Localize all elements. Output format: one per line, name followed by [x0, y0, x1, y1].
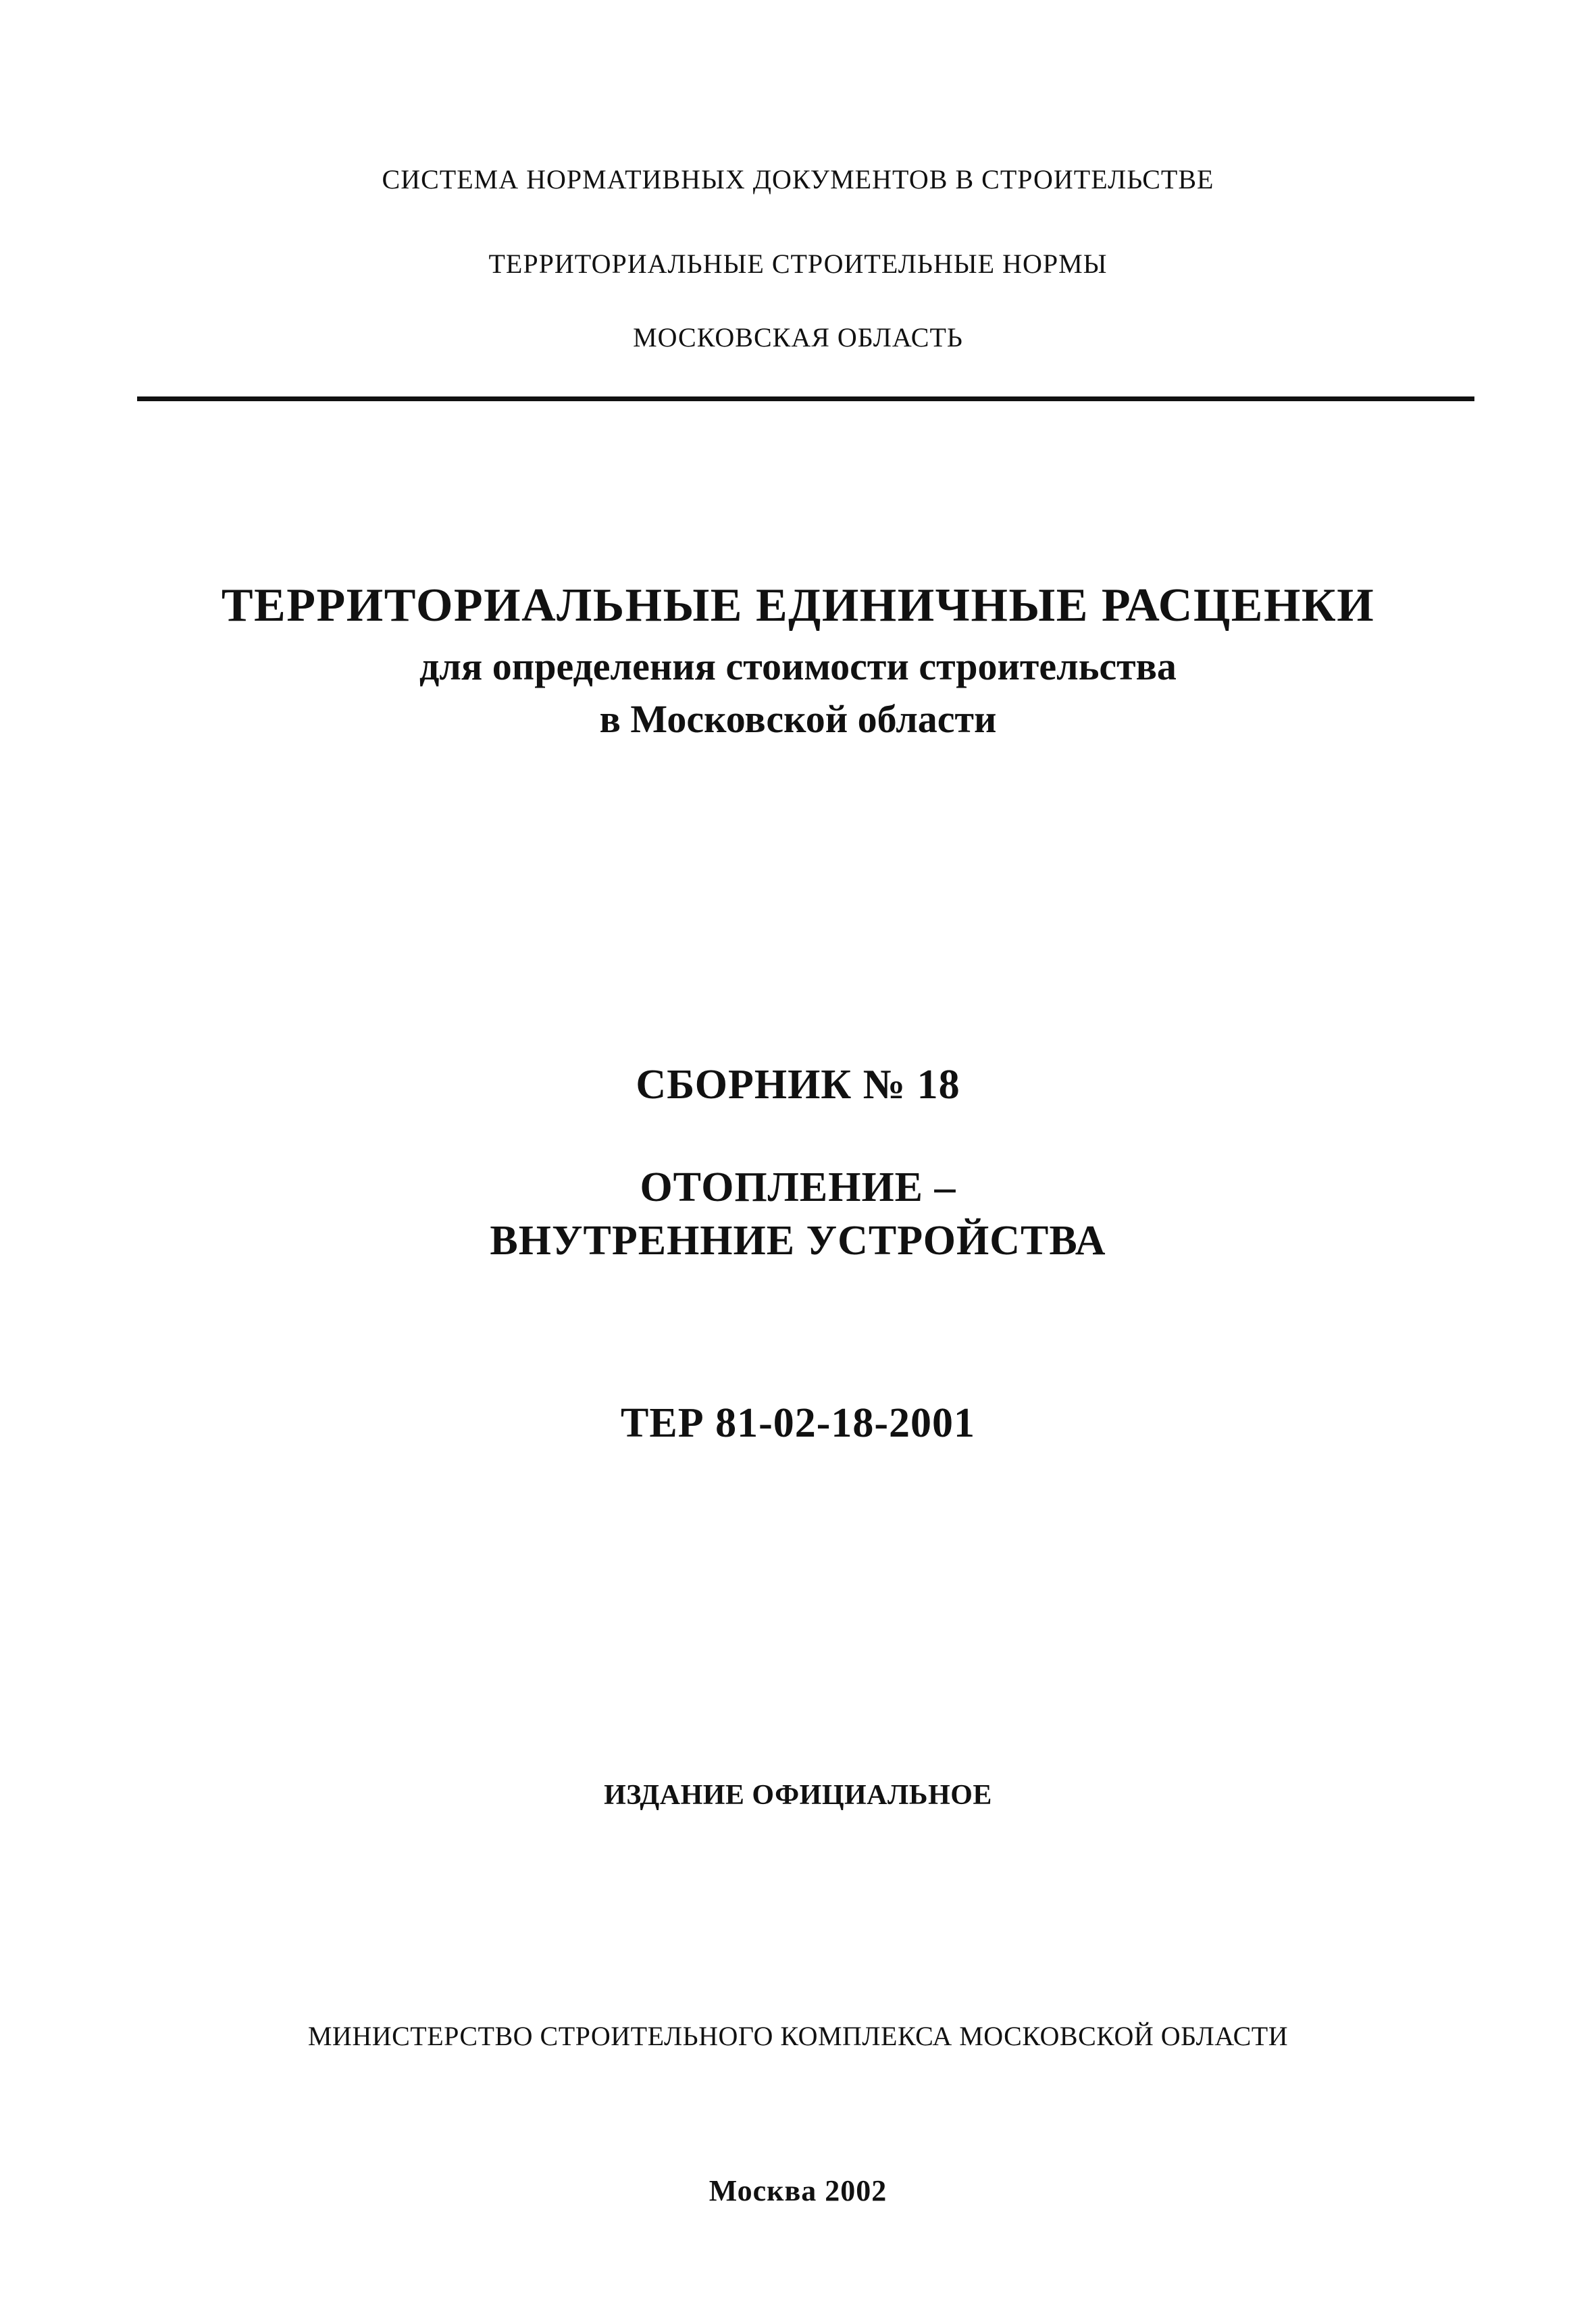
document-subtitle-line-1: для определения стоимости строительства — [419, 644, 1177, 688]
header-region: МОСКОВСКАЯ ОБЛАСТЬ — [633, 322, 963, 353]
document-title: ТЕРРИТОРИАЛЬНЫЕ ЕДИНИЧНЫЕ РАСЦЕНКИ — [221, 580, 1375, 632]
header-norms: ТЕРРИТОРИАЛЬНЫЕ СТРОИТЕЛЬНЫЕ НОРМЫ — [488, 249, 1108, 279]
imprint-city-year: Москва 2002 — [709, 2174, 887, 2207]
collection-number: СБОРНИК № 18 — [636, 1062, 960, 1108]
header-system: СИСТЕМА НОРМАТИВНЫХ ДОКУМЕНТОВ В СТРОИТЕЛЬСТВЕ — [382, 164, 1214, 195]
collection-subject-line-1: ОТОПЛЕНИЕ – — [640, 1164, 956, 1210]
collection-subject-line-2: ВНУТРЕННИЕ УСТРОЙСТВА — [490, 1218, 1106, 1264]
edition-label: ИЗДАНИЕ ОФИЦИАЛЬНОЕ — [604, 1780, 992, 1811]
document-subtitle-line-2: в Московской области — [599, 697, 997, 741]
document-code: ТЕР 81-02-18-2001 — [620, 1400, 976, 1446]
header-divider — [137, 396, 1474, 401]
publisher: МИНИСТЕРСТВО СТРОИТЕЛЬНОГО КОМПЛЕКСА МОСКОВСКОЙ ОБЛАСТИ — [307, 2021, 1289, 2051]
